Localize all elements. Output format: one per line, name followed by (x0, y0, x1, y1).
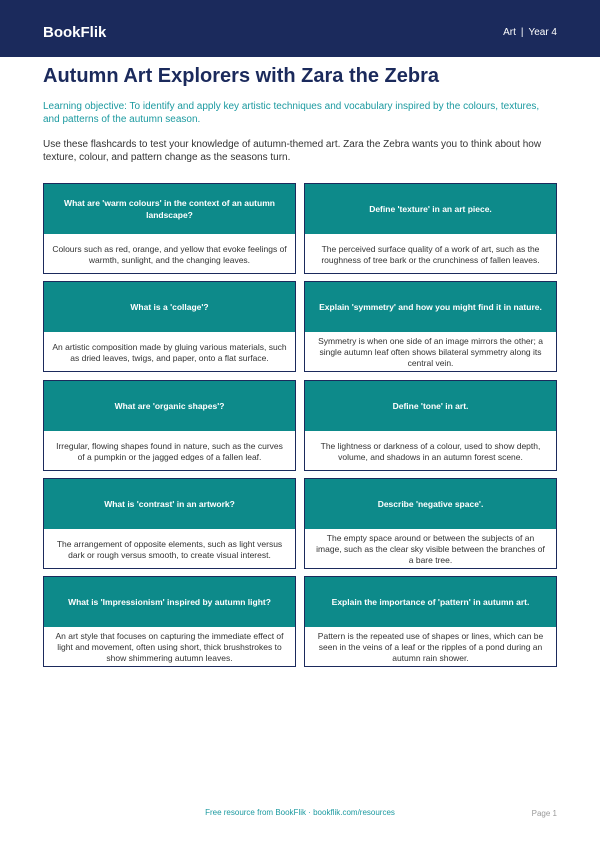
learning-objective: Learning objective: To identify and apply key artistic techniques and vocabulary inspired by the colours, textures, and patterns of the autumn season. (43, 101, 540, 125)
flashcard-question: What is 'contrast' in an artwork? (44, 479, 295, 529)
page-title: Autumn Art Explorers with Zara the Zebra (43, 65, 439, 87)
year-label: Year 4 (528, 27, 557, 38)
flashcard-answer: Pattern is the repeated use of shapes or lines, which can be seen in the veins of a leaf or the ripples of a pond during an autumn rain shower. (317, 631, 544, 663)
flashcard-question: Describe 'negative space'. (305, 479, 556, 529)
flashcard (304, 380, 557, 471)
flashcard-answer: The perceived surface quality of a work of art, such as the roughness of tree bark or the crunchiness of fallen leaves. (321, 243, 540, 265)
subject-year-label (503, 27, 557, 39)
flashcard-question: Define 'tone' in art. (305, 381, 556, 431)
flashcard (43, 183, 296, 274)
flashcard-question: Define 'texture' in an art piece. (305, 184, 556, 234)
footer-credit: Free resource from BookFlik · bookflik.com/resources (205, 808, 395, 817)
flashcard-answer: The lightness or darkness of a colour, used to show depth, volume, and shadows in an autumn forest scene. (320, 440, 541, 462)
flashcard-question: What is a 'collage'? (44, 282, 295, 332)
flashcard-answer: The empty space around or between the subjects of an image, such as the clear sky visible between the branches of a bare tree. (316, 533, 545, 565)
flashcard-answer: Irregular, flowing shapes found in nature, such as the curves of a pumpkin or the jagged edges of a fallen leaf. (56, 440, 283, 462)
flashcard-answer: An artistic composition made by gluing various materials, such as dried leaves, twigs, and paper, onto a flat surface. (52, 341, 287, 363)
flashcard (43, 281, 296, 372)
page-number: Page 1 (531, 809, 557, 818)
flashcard-question: What is 'Impressionism' inspired by autumn light? (44, 577, 295, 627)
flashcard (43, 380, 296, 471)
meta-separator: | (520, 27, 524, 38)
flashcard-question: Explain the importance of 'pattern' in autumn art. (305, 577, 556, 627)
brand-logo-text: BookFlik (43, 24, 107, 41)
flashcard (304, 183, 557, 274)
flashcard (304, 576, 557, 667)
flashcard (304, 478, 557, 569)
flashcard (304, 281, 557, 372)
subject-label: Art (503, 27, 516, 38)
flashcard-question: What are 'organic shapes'? (44, 381, 295, 431)
flashcard (43, 478, 296, 569)
flashcard (43, 576, 296, 667)
intro-paragraph: Use these flashcards to test your knowledge of autumn-themed art. Zara the Zebra wants you to think about how texture, colour, and pattern change as the seasons turn. (43, 139, 542, 163)
flashcard-answer: Colours such as red, orange, and yellow that evoke feelings of warmth, sunlight, and the changing leaves. (52, 243, 287, 265)
flashcard-question: What are 'warm colours' in the context of an autumn landscape? (44, 184, 295, 234)
flashcard-question: Explain 'symmetry' and how you might find it in nature. (305, 282, 556, 332)
flashcard-answer: The arrangement of opposite elements, such as light versus dark or rough versus smooth, to create visual interest. (56, 538, 283, 560)
flashcard-answer: Symmetry is when one side of an image mirrors the other; a single autumn leaf often shows bilateral symmetry along its central vein. (318, 336, 543, 368)
page-header (0, 0, 600, 57)
flashcard-answer: An art style that focuses on capturing the immediate effect of light and movement, often using short, thick brushstrokes to show shimmering autumn leaves. (55, 631, 284, 663)
